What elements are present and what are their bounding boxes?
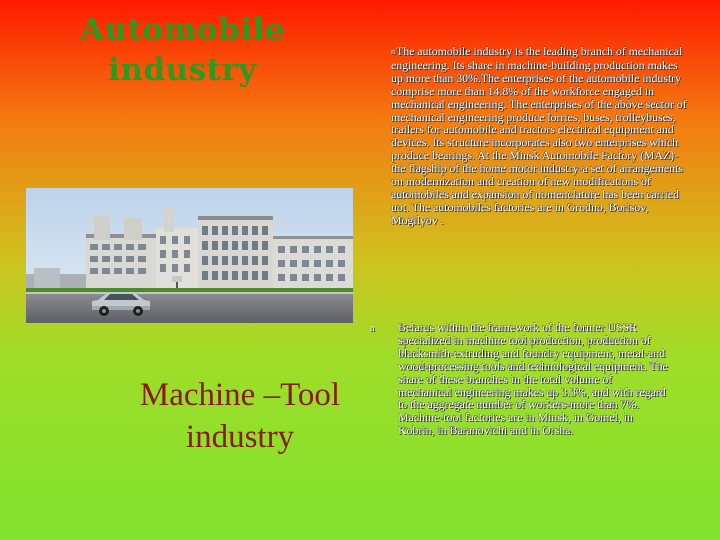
automobile-industry-title	[60, 10, 305, 90]
automobile-title-line1: Automobile	[79, 12, 286, 48]
bullet-icon: n	[391, 47, 395, 56]
machine-tool-title-line2: industry	[185, 419, 295, 455]
machine-tool-industry-title	[100, 374, 380, 458]
bullet-icon: n	[370, 323, 375, 333]
automobile-paragraph-text: The automobile industry is the leading branch of mechanical engineering. Its share in machine-building production makes up more than 30%.The enterprises of the automobile industry comprise more than 14.8% of the workforce engaged in mechanical engineering. The enterprises of the above sector of mechanical engineering produce lorries, buses, trolleybuses, trailers for automobile and tractors electrical equipment and devices. Its structure incorporates also two enterprises which produce bearings. At the Minsk Automobile Factory (MAZ)- the flagship of the home motor industry-a set of arrangements on modernization and creation of new modifications of automobiles and expansion of nomenclature has been carried uot. The automobiles factories are in Grodno, Borisov, Mogilyov .	[391, 44, 687, 227]
machine-tool-paragraph: Belarus within the framework of the former USSR specialized in machine tool production, production of blacksmith-extruding and foundry equipment, metal-and wood-processing tools and technological equipment. The share of these branches in the total volume of mechanical engineering makes up 3.3%, and with regard to the aggregate number of workers-more than 7%. Machine-tool factories are in Minsk, in Gomel, in Kobrin, in Baranovichi and in Orsha.	[398, 320, 668, 438]
automobile-industry-paragraph	[391, 45, 691, 227]
factory-photo	[26, 188, 353, 323]
automobile-title-line2: industry	[108, 52, 257, 88]
machine-tool-title-line1: Machine –Tool	[139, 377, 341, 413]
